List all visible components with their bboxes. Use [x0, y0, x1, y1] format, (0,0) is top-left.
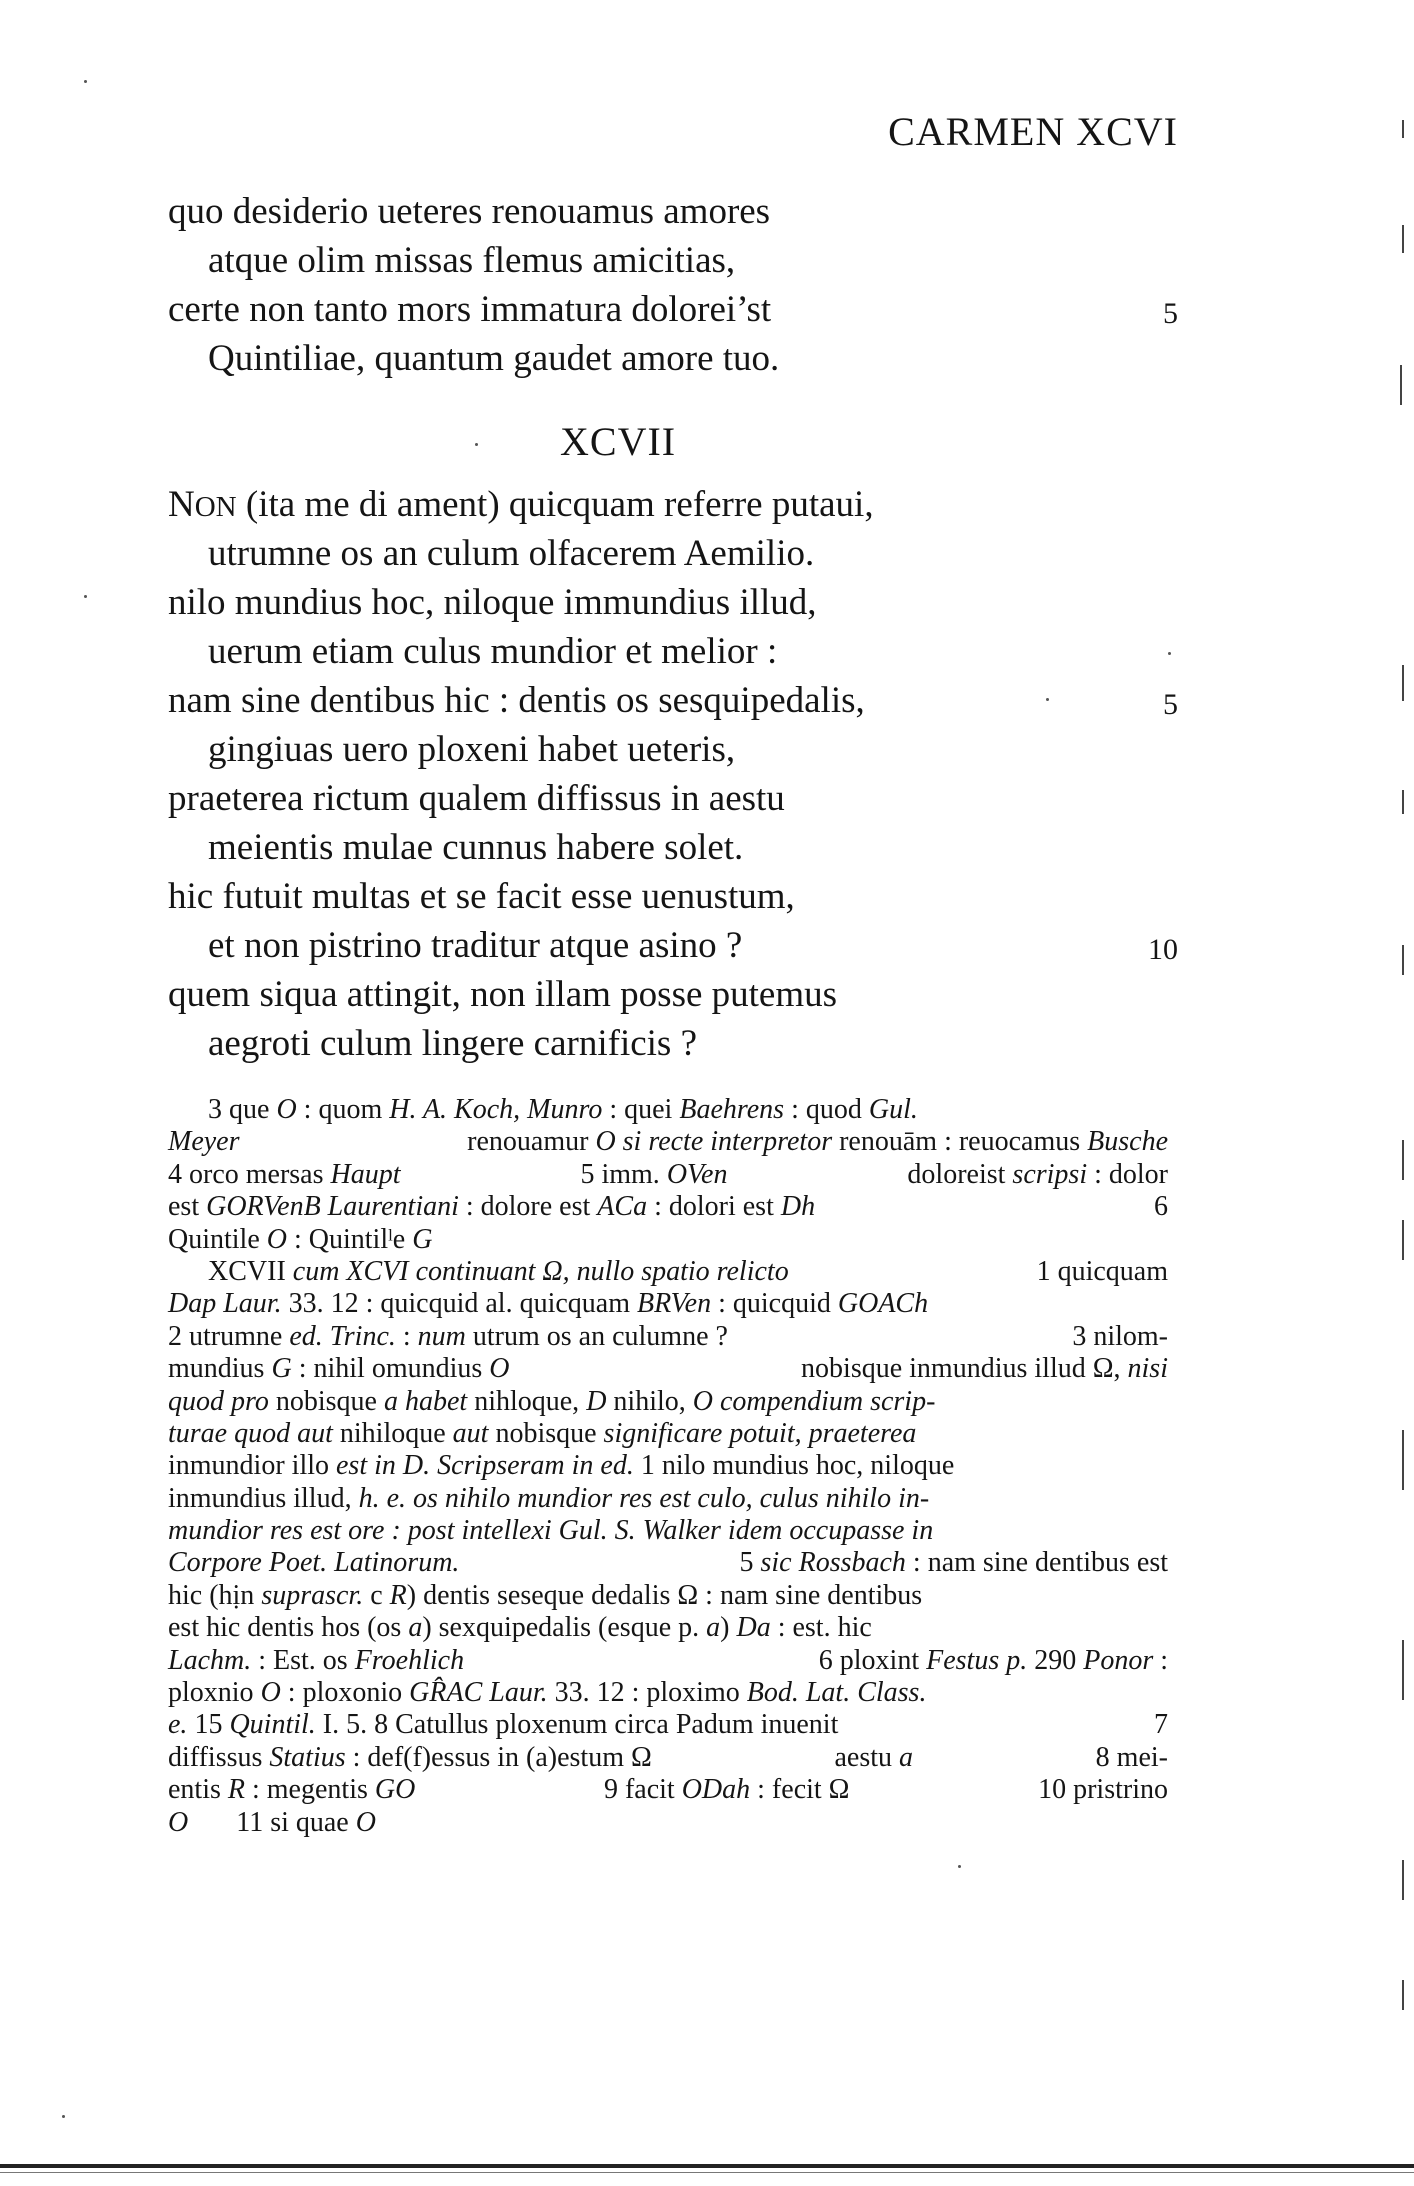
apparatus-italic: Statius — [269, 1741, 346, 1773]
verse-text: uerum etiam culus mundior et melior : — [208, 631, 778, 672]
apparatus-italic: O — [276, 1094, 297, 1125]
scan-speck — [62, 2115, 65, 2118]
apparatus-text: : megentis — [245, 1774, 375, 1806]
scan-edge-mark — [1402, 1860, 1404, 1900]
verse-line — [168, 187, 1178, 236]
poem-title: XCVII — [560, 419, 677, 464]
apparatus-text: : quom — [296, 1094, 390, 1125]
scan-edge-mark — [1400, 365, 1402, 405]
apparatus-italic: significare potuit, praeterea — [603, 1417, 917, 1449]
apparatus-segment — [168, 1191, 815, 1223]
apparatus-text: 7 — [1154, 1709, 1168, 1741]
apparatus-text: : nihil omundius — [291, 1353, 490, 1385]
apparatus-text: : ploxonio — [280, 1677, 410, 1709]
verse-line — [168, 578, 1178, 627]
line-number: 10 — [1148, 933, 1178, 966]
apparatus-italic: a — [899, 1741, 913, 1773]
apparatus-italic: Haupt — [330, 1158, 401, 1190]
verse-text: Quintiliae, quantum gaudet amore tuo. — [208, 338, 780, 379]
apparatus-line — [168, 1418, 1168, 1450]
apparatus-line — [168, 1483, 1168, 1515]
verse-line — [168, 725, 1178, 774]
scan-edge-mark — [1402, 665, 1404, 701]
apparatus-segment — [1038, 1774, 1168, 1806]
verse-line — [168, 970, 1178, 1019]
apparatus-line — [168, 1645, 1168, 1677]
verse-line — [168, 334, 1178, 383]
apparatus-segment — [580, 1159, 727, 1191]
apparatus-italic: OVen — [666, 1158, 728, 1190]
apparatus-italic: h. e. os nihilo mundior res est culo, culus nihilo in- — [358, 1482, 930, 1514]
apparatus-italic: Corpore Poet. Latinorum. — [168, 1547, 460, 1579]
scan-speck — [1168, 652, 1171, 655]
apparatus-line — [168, 1191, 1168, 1223]
verse-text: nilo mundius hoc, niloque immundius illud, — [168, 582, 817, 623]
apparatus-italic: Festus p. — [926, 1644, 1028, 1676]
apparatus-segment — [168, 1418, 916, 1450]
apparatus-segment — [168, 1612, 872, 1644]
apparatus-italic: ACa — [597, 1191, 648, 1223]
apparatus-text: mundius — [168, 1353, 272, 1385]
apparatus-text: 15 — [187, 1709, 230, 1741]
apparatus-text: doloreist — [907, 1158, 1013, 1190]
apparatus-text: I. 5. 8 Catullus ploxenum circa Padum inuenit — [315, 1709, 839, 1741]
apparatus-segment — [168, 1677, 926, 1709]
apparatus-italic: O — [266, 1223, 287, 1255]
scan-edge-mark — [1402, 945, 1404, 975]
apparatus-text: : Quintilˡe — [287, 1223, 413, 1255]
apparatus-text: 1 quicquam — [1036, 1255, 1168, 1287]
verse-line — [168, 823, 1178, 872]
apparatus-italic: a — [408, 1612, 423, 1644]
apparatus-line — [168, 1450, 1168, 1482]
verse-text: quo desiderio ueteres renouamus amores — [168, 191, 771, 232]
apparatus-segment — [168, 1450, 954, 1482]
apparatus-italic: Da — [736, 1612, 771, 1644]
apparatus-line — [168, 1224, 1168, 1256]
apparatus-segment — [168, 1515, 933, 1547]
apparatus-italic: ed. Trinc. — [289, 1320, 396, 1352]
poem-xcvii-verses — [168, 480, 1178, 1068]
apparatus-text: : dolori est — [647, 1191, 781, 1223]
scan-edge-mark — [1402, 790, 1404, 814]
scan-edge-mark — [1402, 120, 1404, 138]
apparatus-line — [168, 1612, 1168, 1644]
apparatus-italic: O — [168, 1806, 189, 1838]
verse-line — [168, 676, 1178, 725]
apparatus-italic: Baehrens — [679, 1094, 785, 1125]
apparatus-text: est hic dentis hos (os — [168, 1612, 409, 1644]
apparatus-italic: Gul. — [868, 1094, 918, 1125]
apparatus-text: 4 orco mersas — [168, 1158, 331, 1190]
apparatus-italic: O si recte interpretor — [595, 1126, 833, 1158]
apparatus-italic: Meyer — [168, 1126, 240, 1158]
apparatus-text: 8 mei- — [1095, 1741, 1168, 1773]
apparatus-line — [168, 1094, 1168, 1126]
apparatus-italic: sic Rossbach — [760, 1547, 906, 1579]
scan-edge-mark — [1402, 1220, 1404, 1260]
apparatus-segment — [168, 1321, 728, 1353]
apparatus-segment — [168, 1353, 510, 1385]
apparatus-segment — [168, 1386, 935, 1418]
apparatus-line — [168, 1709, 1168, 1741]
apparatus-italic: G — [271, 1353, 292, 1385]
apparatus-segment — [168, 1580, 922, 1612]
apparatus-segment — [168, 1547, 459, 1579]
apparatus-text: Quintile — [168, 1223, 267, 1255]
apparatus-italic: num — [417, 1320, 466, 1352]
apparatus-italic: nisi — [1127, 1353, 1168, 1385]
apparatus-italic: H. A. Koch, Munro — [389, 1094, 603, 1125]
verse-line — [168, 774, 1178, 823]
apparatus-segment — [467, 1126, 1168, 1158]
bottom-rule-thin — [0, 2172, 1414, 2173]
apparatus-line — [168, 1515, 1168, 1547]
apparatus-italic: Quintil. — [229, 1709, 316, 1741]
apparatus-line — [168, 1353, 1168, 1385]
apparatus-line — [168, 1386, 1168, 1418]
apparatus-text: 33. 12 : quicquid al. quicquam — [281, 1288, 637, 1320]
apparatus-segment — [236, 1807, 376, 1839]
initial-capital: N — [168, 484, 195, 525]
apparatus-segment — [168, 1742, 652, 1774]
verse-line — [168, 480, 1178, 529]
apparatus-italic: R — [389, 1579, 407, 1611]
apparatus-segment — [168, 1483, 929, 1515]
scan-edge-mark — [1402, 1980, 1404, 2010]
apparatus-text: diffissus — [168, 1741, 270, 1773]
apparatus-italic: aut — [452, 1417, 489, 1449]
apparatus-italic: est in D. Scripseram in ed. — [336, 1450, 634, 1482]
apparatus-text: : fecit Ω — [750, 1774, 850, 1806]
apparatus-text: aestu — [834, 1741, 899, 1773]
verse-line — [168, 529, 1178, 578]
apparatus-text: 2 utrumne — [168, 1320, 290, 1352]
apparatus-italic: Busche — [1087, 1126, 1168, 1158]
apparatus-italic: GOACh — [837, 1288, 929, 1320]
apparatus-segment — [1072, 1321, 1168, 1353]
apparatus-segment — [208, 1094, 918, 1126]
apparatus-segment — [168, 1645, 464, 1677]
apparatus-line — [168, 1126, 1168, 1158]
apparatus-text: 6 — [1154, 1191, 1168, 1223]
apparatus-text: : dolor — [1087, 1158, 1168, 1190]
apparatus-text: 3 que — [208, 1094, 277, 1125]
apparatus-segment — [819, 1645, 1168, 1677]
verse-text: nam sine dentibus hic : dentis os sesquipedalis, — [168, 680, 865, 721]
verse-text: hic futuit multas et se facit esse uenustum, — [168, 876, 795, 917]
apparatus-italic: D — [586, 1385, 607, 1417]
apparatus-segment — [208, 1256, 789, 1288]
apparatus-text: renouām : reuocamus — [832, 1126, 1088, 1158]
scan-speck — [475, 443, 478, 446]
apparatus-text: utrum os an culumne ? — [465, 1320, 728, 1352]
scan-edge-mark — [1402, 1430, 1404, 1490]
apparatus-text: : quei — [602, 1094, 680, 1125]
apparatus-line — [168, 1677, 1168, 1709]
apparatus-line — [168, 1159, 1168, 1191]
verse-text: et non pistrino traditur atque asino ? — [208, 925, 743, 966]
verse-text: gingiuas uero ploxeni habet ueteris, — [208, 729, 736, 770]
apparatus-italic: R — [227, 1774, 245, 1806]
apparatus-segment — [1154, 1709, 1168, 1741]
apparatus-text: ) — [720, 1612, 737, 1644]
scan-speck — [84, 595, 87, 598]
apparatus-italic: GORVenB Laurentiani — [206, 1191, 459, 1223]
apparatus-italic: scripsi — [1012, 1158, 1088, 1190]
apparatus-text: inmundius illud, — [168, 1482, 359, 1514]
apparatus-italic: G — [412, 1223, 433, 1255]
apparatus-text: ploxnio — [168, 1677, 261, 1709]
apparatus-segment — [168, 1709, 838, 1741]
apparatus-text: 9 facit — [603, 1774, 682, 1806]
apparatus-text: nobisque inmundius illud Ω, — [801, 1353, 1128, 1385]
apparatus-italic: mundior res est ore : post intellexi Gul. S. Walker idem occupasse in — [168, 1515, 934, 1547]
apparatus-line — [168, 1256, 1168, 1288]
apparatus-italic: Dap Laur. — [168, 1288, 282, 1320]
apparatus-text: inmundior illo — [168, 1450, 336, 1482]
verse-text: quem siqua attingit, non illam posse putemus — [168, 974, 838, 1015]
apparatus-text: nobisque — [268, 1385, 384, 1417]
verse-line — [168, 627, 1178, 676]
apparatus-italic: BRVen — [636, 1288, 712, 1320]
apparatus-text: nihloque, — [467, 1385, 587, 1417]
critical-apparatus — [168, 1094, 1168, 1839]
verse-line — [168, 921, 1178, 970]
apparatus-italic: Dh — [780, 1191, 816, 1223]
apparatus-text: 10 pristrino — [1038, 1774, 1168, 1806]
apparatus-text: c — [363, 1579, 390, 1611]
apparatus-italic: Froehlich — [354, 1644, 465, 1676]
apparatus-text: nobisque — [488, 1417, 604, 1449]
verse-line — [168, 285, 1178, 334]
verse-text: meientis mulae cunnus habere solet. — [208, 827, 744, 868]
apparatus-line — [168, 1774, 1168, 1806]
apparatus-text: ) sexquipedalis (esque p. — [422, 1612, 707, 1644]
scan-edge-mark — [1402, 1140, 1404, 1180]
apparatus-italic: quod pro — [168, 1385, 269, 1417]
apparatus-segment — [168, 1807, 188, 1839]
bottom-rule — [0, 2164, 1414, 2168]
apparatus-italic: O — [489, 1353, 510, 1385]
apparatus-text: XCVII — [208, 1255, 293, 1287]
apparatus-text: : quicquid — [711, 1288, 838, 1320]
verse-text: certe non tanto mors immatura dolorei’st — [168, 289, 772, 330]
scan-edge-mark — [1402, 225, 1404, 253]
apparatus-italic: O — [355, 1806, 376, 1838]
verse-text: utrumne os an culum olfacerem Aemilio. — [208, 533, 815, 574]
apparatus-italic: GO — [374, 1774, 416, 1806]
apparatus-text: 1 nilo mundius hoc, niloque — [633, 1450, 955, 1482]
apparatus-text: nihilo, — [606, 1385, 693, 1417]
apparatus-text: : — [1153, 1644, 1168, 1676]
verse-line — [168, 872, 1178, 921]
initial-word-rest: ON — [194, 491, 237, 523]
apparatus-line — [168, 1288, 1168, 1320]
apparatus-segment — [168, 1288, 928, 1320]
apparatus-text: : dolore est — [458, 1191, 598, 1223]
apparatus-italic: e. — [168, 1709, 188, 1741]
apparatus-line — [168, 1547, 1168, 1579]
apparatus-text: 33. 12 : ploximo — [547, 1677, 747, 1709]
apparatus-italic: suprascr. — [261, 1579, 364, 1611]
apparatus-text: : quod — [784, 1094, 869, 1125]
apparatus-text: 5 — [739, 1547, 761, 1579]
apparatus-segment — [739, 1547, 1168, 1579]
apparatus-line — [168, 1807, 1168, 1839]
apparatus-text: : est. hic — [770, 1612, 872, 1644]
apparatus-text: : Est. os — [251, 1644, 355, 1676]
apparatus-segment — [604, 1774, 850, 1806]
apparatus-italic: cum XCVI continuant Ω, nullo spatio relicto — [292, 1255, 789, 1287]
verse-text: atque olim missas flemus amicitias, — [208, 240, 736, 281]
apparatus-italic: ODah — [681, 1774, 751, 1806]
apparatus-text: nihiloque — [332, 1417, 453, 1449]
scan-edge-mark — [1402, 1640, 1404, 1700]
verse-line — [168, 1019, 1178, 1068]
apparatus-italic: turae quod aut — [168, 1417, 333, 1449]
scan-speck — [1046, 698, 1049, 701]
poem-xcvi-verses — [168, 187, 1178, 383]
apparatus-line — [168, 1321, 1168, 1353]
apparatus-text: entis — [168, 1774, 228, 1806]
apparatus-segment — [168, 1159, 401, 1191]
apparatus-italic: Lachm. — [168, 1644, 252, 1676]
apparatus-segment — [168, 1774, 415, 1806]
apparatus-segment — [1037, 1256, 1168, 1288]
apparatus-text: ) dentis seseque dedalis Ω : nam sine dentibus — [406, 1579, 923, 1611]
apparatus-text: 3 nilom- — [1072, 1320, 1168, 1352]
apparatus-italic: O — [260, 1677, 281, 1709]
apparatus-line — [168, 1580, 1168, 1612]
apparatus-segment — [168, 1224, 432, 1256]
apparatus-segment — [907, 1159, 1168, 1191]
apparatus-text: : def(f)essus in (a)estum Ω — [345, 1741, 652, 1773]
apparatus-text: : — [395, 1320, 418, 1352]
apparatus-text: 290 — [1027, 1644, 1084, 1676]
apparatus-italic: O compendium scrip- — [692, 1385, 936, 1417]
apparatus-segment — [1154, 1191, 1168, 1223]
line-number: 5 — [1163, 688, 1178, 721]
apparatus-italic: Ponor — [1083, 1644, 1154, 1676]
apparatus-text: hic (hịn — [168, 1579, 262, 1611]
apparatus-text: 11 si quae — [236, 1806, 356, 1838]
apparatus-italic: GR̂AC Laur. — [409, 1677, 548, 1709]
apparatus-italic: Bod. Lat. Class. — [746, 1677, 927, 1709]
line-number: 5 — [1163, 297, 1178, 330]
apparatus-segment — [1096, 1742, 1168, 1774]
apparatus-line — [168, 1742, 1168, 1774]
apparatus-text: 5 imm. — [580, 1158, 667, 1190]
verse-line — [168, 236, 1178, 285]
apparatus-italic: a — [706, 1612, 721, 1644]
apparatus-segment — [801, 1353, 1168, 1385]
apparatus-text: 6 ploxint — [818, 1644, 927, 1676]
verse-text: aegroti culum lingere carnificis ? — [208, 1023, 698, 1064]
scan-speck — [958, 1865, 961, 1868]
running-head: CARMEN XCVI — [888, 109, 1178, 154]
scan-speck — [84, 80, 87, 83]
verse-text: (ita me di ament) quicquam referre putaui, — [236, 484, 874, 525]
verse-text: praeterea rictum qualem diffissus in aestu — [168, 778, 785, 819]
apparatus-text: : nam sine dentibus est — [905, 1547, 1168, 1579]
apparatus-segment — [168, 1126, 240, 1158]
apparatus-text: renouamur — [467, 1126, 596, 1158]
apparatus-segment — [834, 1742, 913, 1774]
apparatus-italic: a habet — [383, 1385, 468, 1417]
apparatus-text: est — [168, 1191, 207, 1223]
